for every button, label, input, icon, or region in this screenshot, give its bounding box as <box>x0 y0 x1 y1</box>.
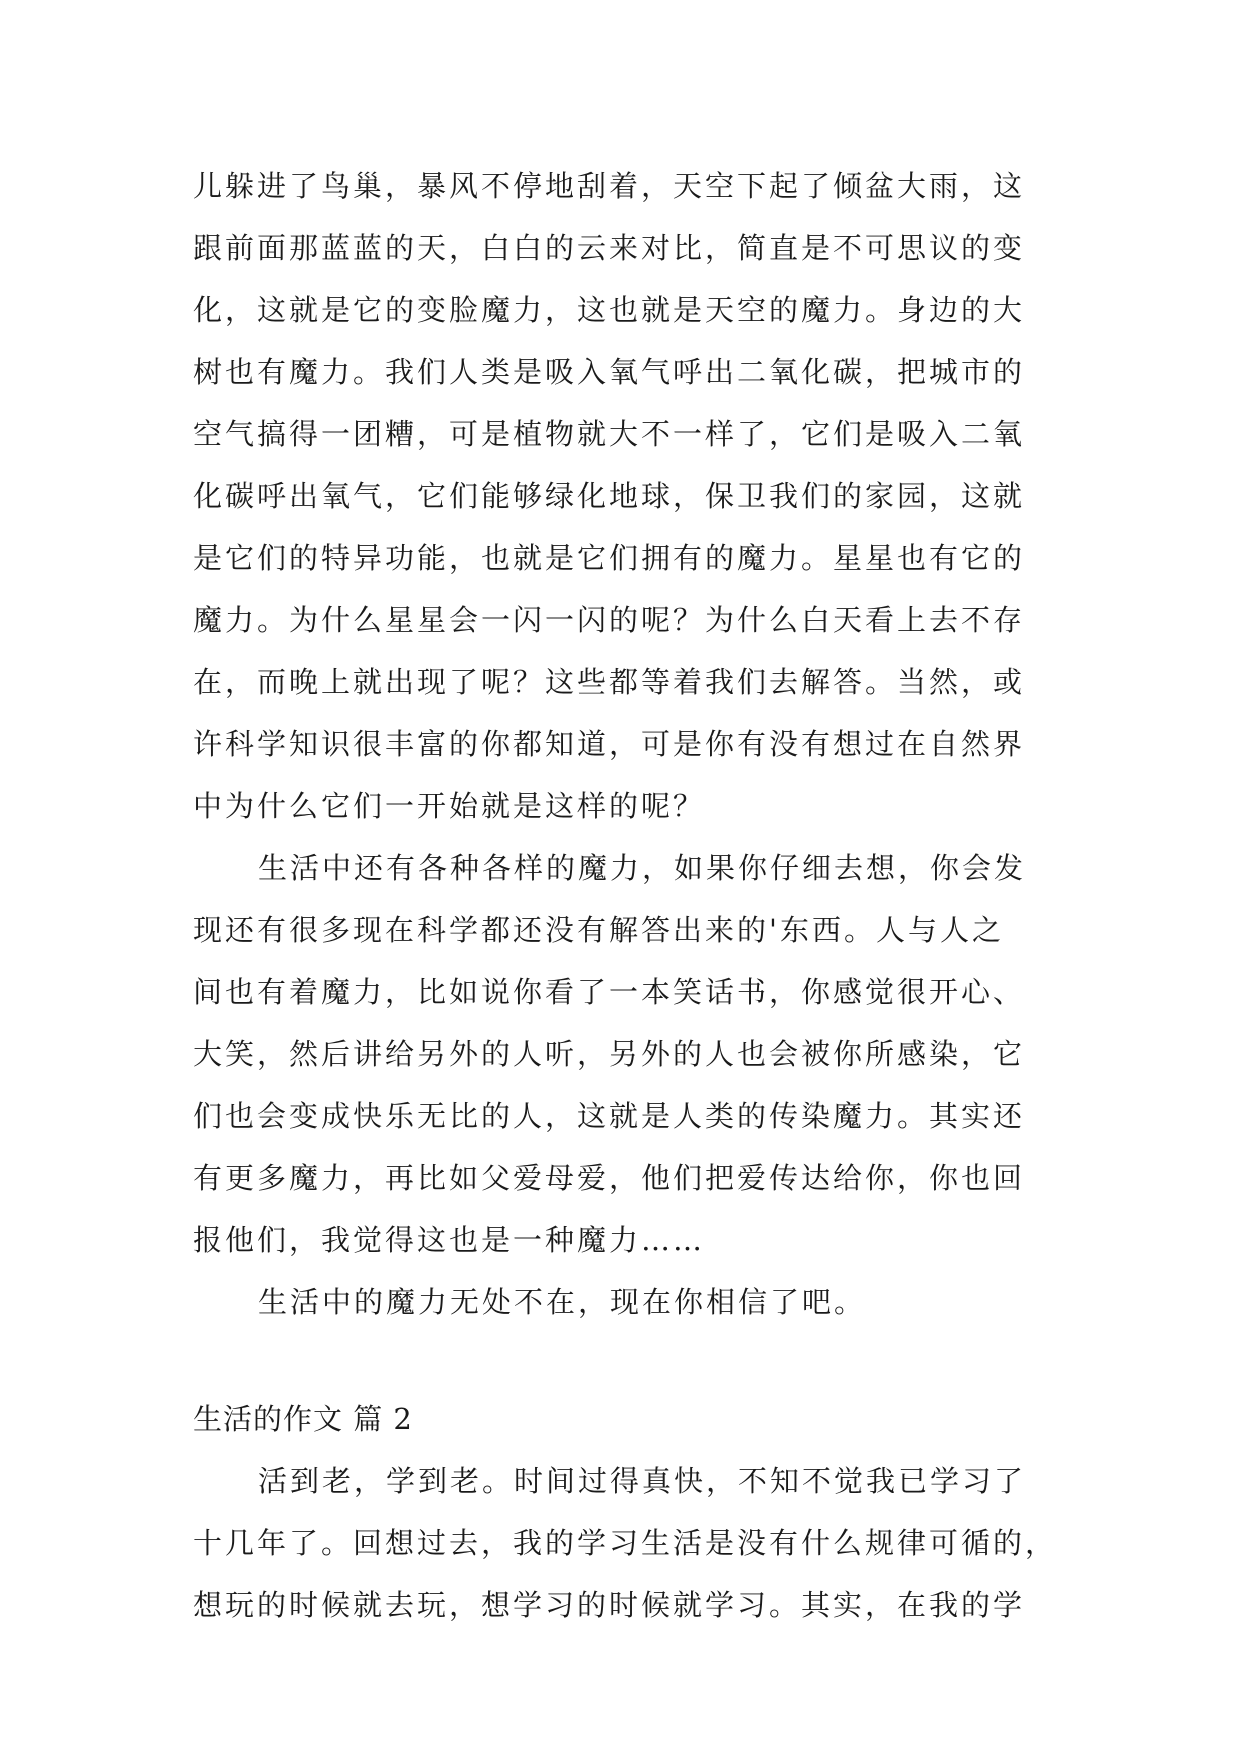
paragraph-1-line-7: 是它们的特异功能，也就是它们拥有的魔力。星星也有它的 <box>193 541 1026 575</box>
paragraph-2-line-4: 大笑，然后讲给另外的人听，另外的人也会被你所感染，它 <box>193 1037 1026 1071</box>
paragraph-1-line-3: 化，这就是它的变脸魔力，这也就是天空的魔力。身边的大 <box>193 293 1026 327</box>
paragraph-1-line-5: 空气搞得一团糟，可是植物就大不一样了，它们是吸入二氧 <box>193 417 1026 451</box>
paragraph-2-line-7: 报他们，我觉得这也是一种魔力…… <box>193 1223 706 1257</box>
paragraph-1-line-11: 中为什么它们一开始就是这样的呢？ <box>193 789 706 823</box>
paragraph-1-line-10: 许科学知识很丰富的你都知道，可是你有没有想过在自然界 <box>193 727 1026 761</box>
paragraph-2-line-1: 生活中还有各种各样的魔力，如果你仔细去想，你会发 <box>258 851 1027 885</box>
paragraph-1-line-4: 树也有魔力。我们人类是吸入氧气呼出二氧化碳，把城市的 <box>193 355 1026 389</box>
paragraph-2-line-5: 们也会变成快乐无比的人，这就是人类的传染魔力。其实还 <box>193 1099 1026 1133</box>
paragraph-4-line-3: 想玩的时候就去玩，想学习的时候就学习。其实，在我的学 <box>193 1588 1026 1622</box>
paragraph-2-line-2: 现还有很多现在科学都还没有解答出来的'东西。人与人之 <box>193 913 1004 947</box>
paragraph-4-line-1: 活到老，学到老。时间过得真快，不知不觉我已学习了 <box>258 1464 1027 1498</box>
paragraph-1-line-9: 在，而晚上就出现了呢？这些都等着我们去解答。当然，或 <box>193 665 1026 699</box>
paragraph-4-line-2: 十几年了。回想过去，我的学习生活是没有什么规律可循的， <box>193 1526 1058 1560</box>
paragraph-1-line-6: 化碳呼出氧气，它们能够绿化地球，保卫我们的家园，这就 <box>193 479 1026 513</box>
paragraph-3-line-1: 生活中的魔力无处不在，现在你相信了吧。 <box>258 1285 867 1319</box>
paragraph-1-line-1: 儿躲进了鸟巢，暴风不停地刮着，天空下起了倾盆大雨，这 <box>193 169 1026 203</box>
paragraph-1-line-8: 魔力。为什么星星会一闪一闪的呢？为什么白天看上去不存 <box>193 603 1026 637</box>
paragraph-2-line-6: 有更多魔力，再比如父爱母爱，他们把爱传达给你，你也回 <box>193 1161 1026 1195</box>
section-heading: 生活的作文 篇 2 <box>193 1402 413 1436</box>
paragraph-2-line-3: 间也有着魔力，比如说你看了一本笑话书，你感觉很开心、 <box>193 975 1026 1009</box>
paragraph-1-line-2: 跟前面那蓝蓝的天，白白的云来对比，简直是不可思议的变 <box>193 231 1026 265</box>
